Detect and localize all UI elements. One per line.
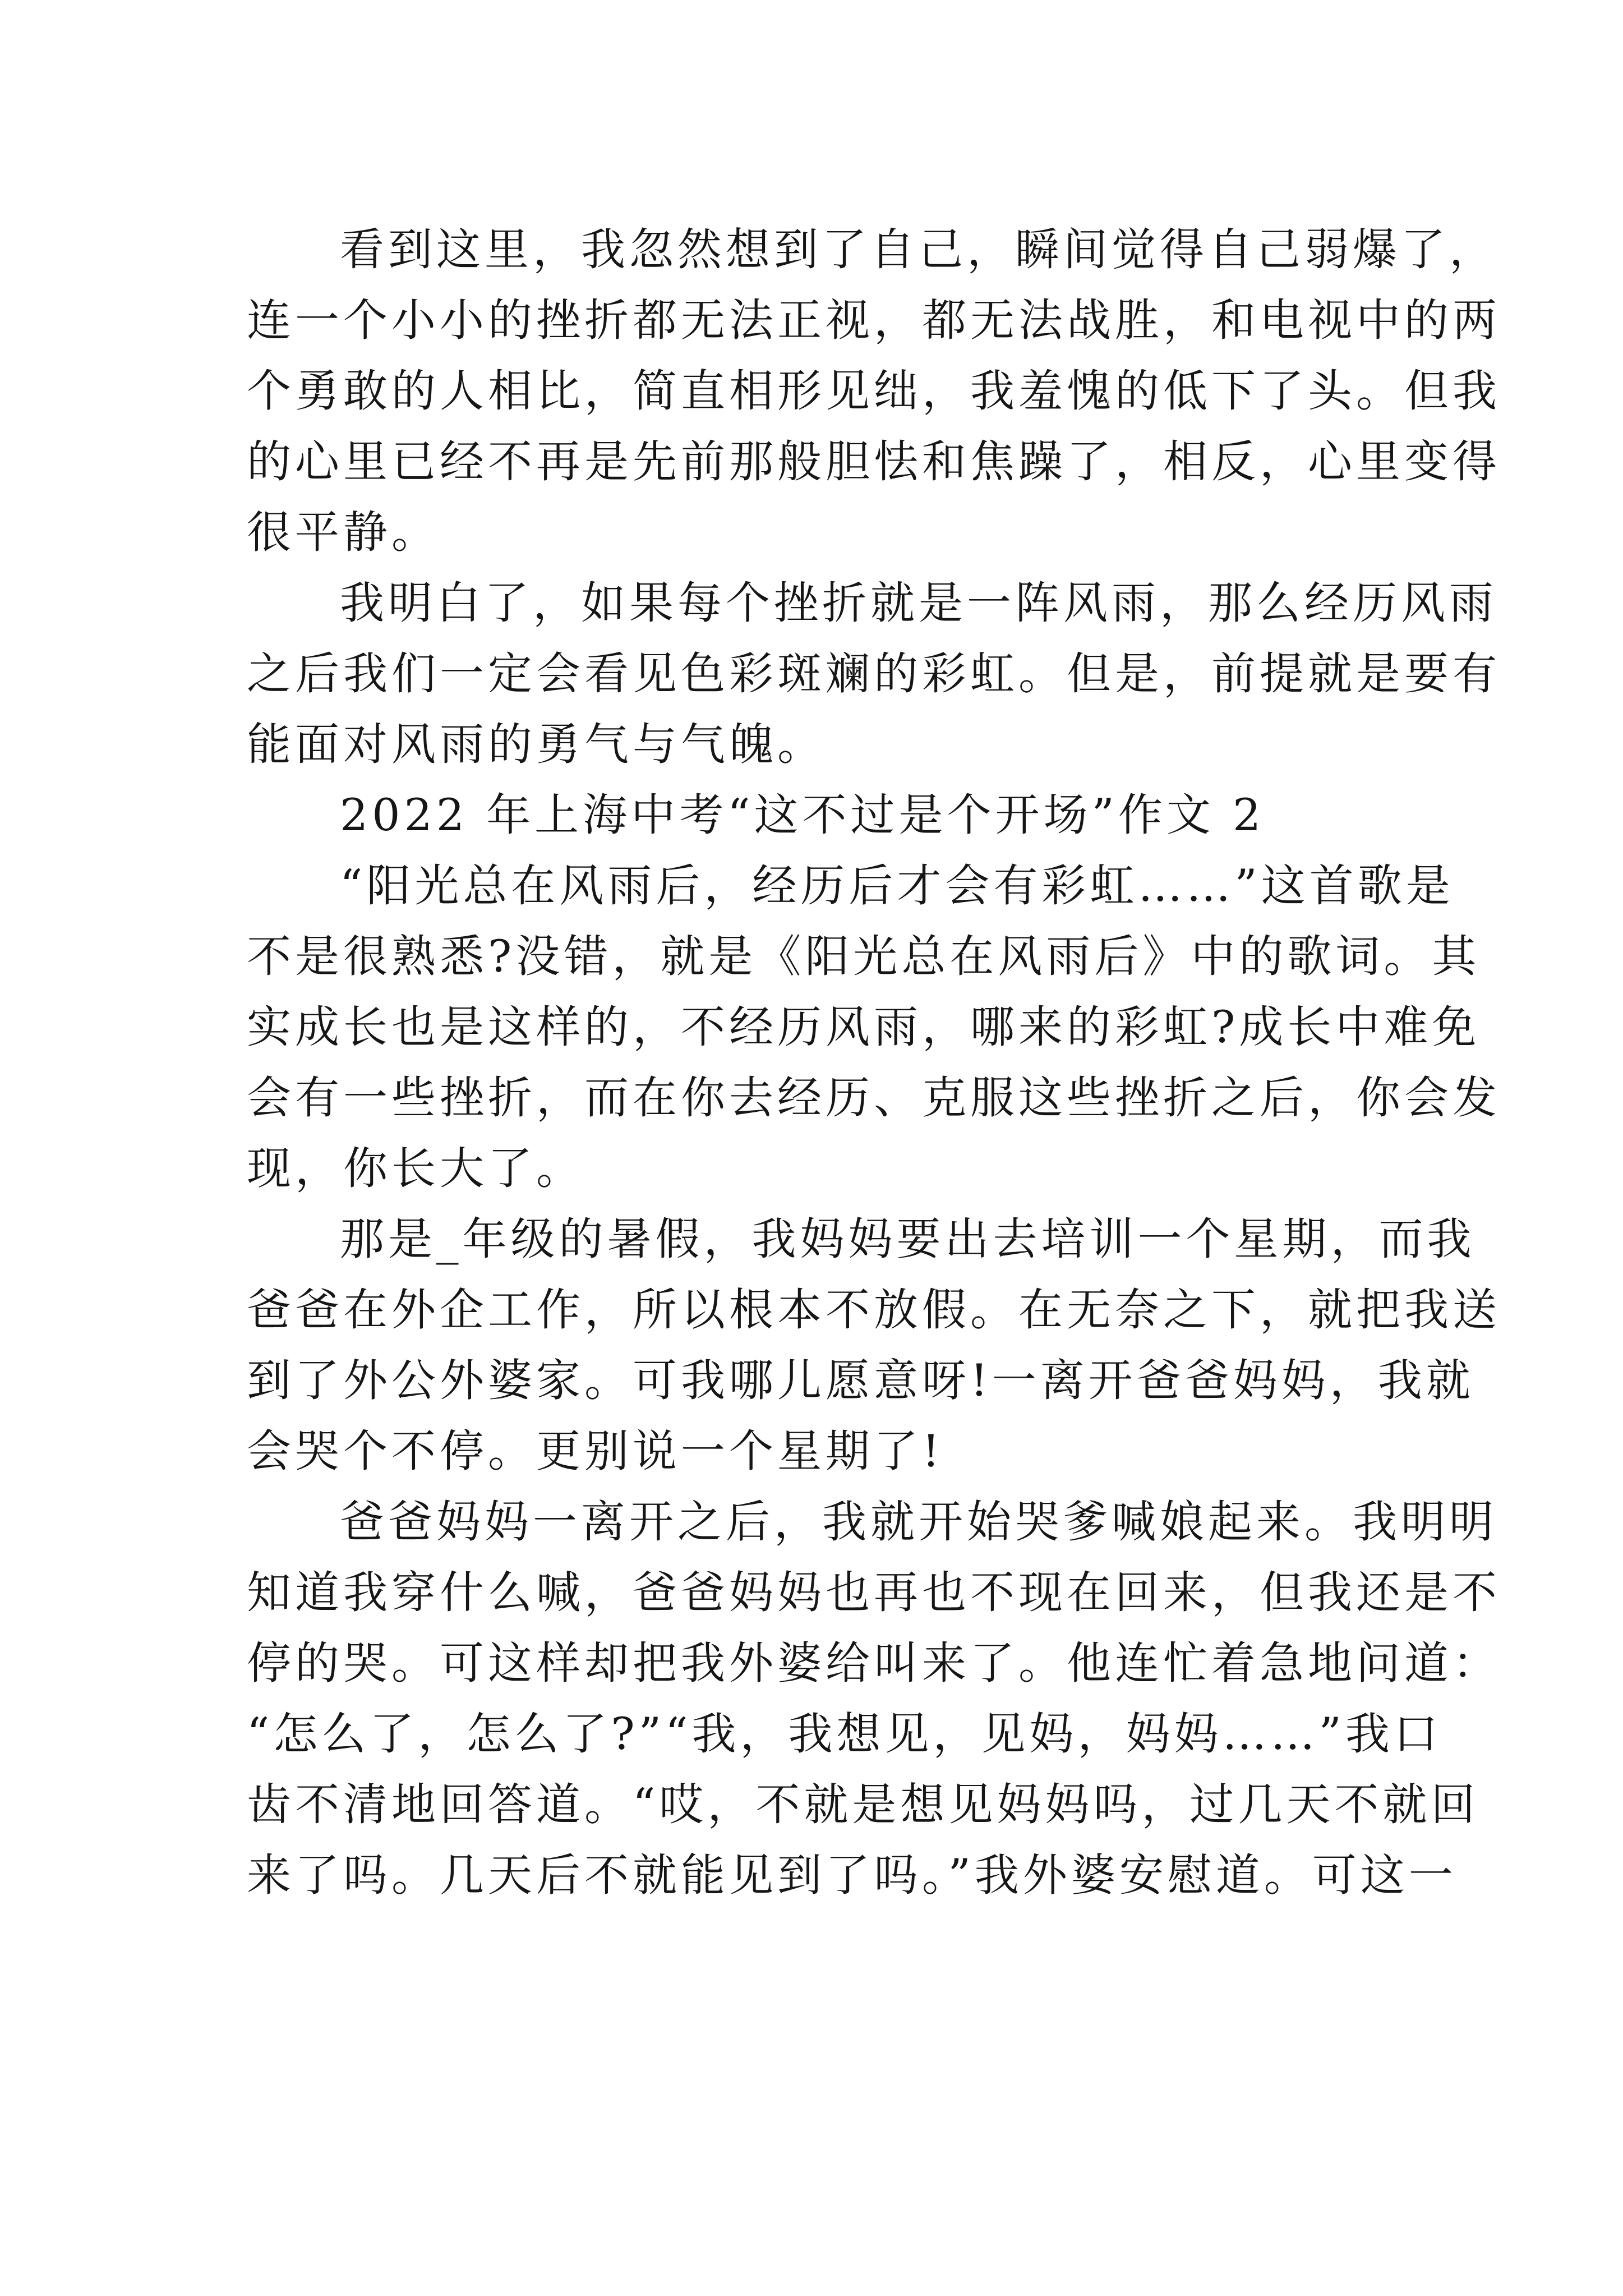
text-line: 到了外公外婆家。可我哪儿愿意呀!一离开爸爸妈妈，我就 <box>247 1355 1474 1406</box>
text-line: 爸爸妈妈一离开之后，我就开始哭爹喊娘起来。我明明 <box>340 1496 1497 1548</box>
paragraph-3 <box>247 850 1501 1204</box>
text-line: “阳光总在风雨后，经历后才会有彩虹……”这首歌是 <box>340 860 1454 912</box>
text-line: 来了吗。几天后不就能见到了吗。”我外婆安慰道。可这一 <box>247 1849 1457 1901</box>
text-line: 不是很熟悉?没错，就是《阳光总在风雨后》中的歌词。其 <box>247 931 1481 982</box>
text-line: 现，你长大了。 <box>247 1143 584 1194</box>
text-line: “怎么了，怎么了?”“我，我想见，见妈，妈妈……”我口 <box>247 1708 1442 1760</box>
text-line: 爸爸在外企工作，所以根本不放假。在无奈之下，就把我送 <box>247 1284 1501 1336</box>
essay-body <box>247 214 1501 1911</box>
text-line: 会哭个不停。更别说一个星期了! <box>247 1425 944 1477</box>
text-line: 会有一些挫折，而在你去经历、克服这些挫折之后，你会发 <box>247 1072 1501 1124</box>
text-line: 能面对风雨的勇气与气魄。 <box>247 719 826 770</box>
essay-title <box>247 780 1396 850</box>
text-line: 我明白了，如果每个挫折就是一阵风雨，那么经历风雨 <box>340 577 1497 629</box>
paragraph-4 <box>247 1204 1501 1487</box>
text-line: 那是_年级的暑假，我妈妈要出去培训一个星期，而我 <box>340 1213 1476 1265</box>
text-line: 连一个小小的挫折都无法正视，都无法战胜，和电视中的两 <box>247 295 1501 346</box>
paragraph-1 <box>247 214 1501 568</box>
text-line: 很平静。 <box>247 507 440 558</box>
paragraph-5 <box>247 1487 1501 1911</box>
text-line: 之后我们一定会看见色彩斑斓的彩虹。但是，前提就是要有 <box>247 648 1501 700</box>
text-line: 实成长也是这样的，不经历风雨，哪来的彩虹?成长中难免 <box>247 1001 1481 1053</box>
text-line: 个勇敢的人相比，简直相形见绌，我羞愧的低下了头。但我 <box>247 365 1501 417</box>
paragraph-2 <box>247 568 1501 780</box>
text-line: 知道我穿什么喊，爸爸妈妈也再也不现在回来，但我还是不 <box>247 1567 1501 1618</box>
text-line: 停的哭。可这样却把我外婆给叫来了。他连忙着急地问道： <box>247 1637 1501 1689</box>
text-line: 齿不清地回答道。“哎，不就是想见妈妈吗，过几天不就回 <box>247 1779 1479 1830</box>
essay-title-text: 2022 年上海中考“这不过是个开场”作文 2 <box>340 789 1265 841</box>
text-line: 的心里已经不再是先前那般胆怯和焦躁了，相反，心里变得 <box>247 436 1501 487</box>
text-line: 看到这里，我忽然想到了自己，瞬间觉得自己弱爆了， <box>340 224 1497 275</box>
